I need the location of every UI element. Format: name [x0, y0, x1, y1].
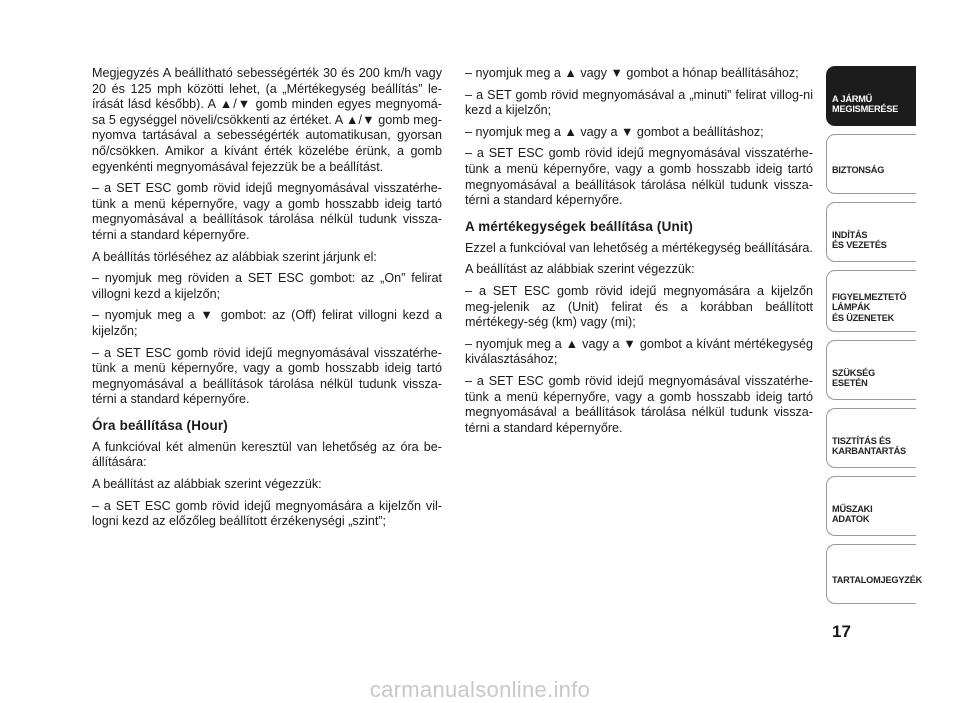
paragraph: – a SET gomb rövid megnyomásával a „minuti” felirat villog-ni kezd a kijelzőn; [465, 87, 813, 118]
tab-label: BIZTONSÁG [832, 164, 885, 175]
tab-label: A JÁRMŰ MEGISMERÉSE [832, 93, 899, 115]
watermark-text: carmanualsonline.info [369, 677, 591, 702]
tab-label: FIGYELMEZTETŐ LÁMPÁK ÉS ÜZENETEK [832, 291, 907, 323]
tab-starting-driving[interactable] [826, 202, 916, 262]
tab-warning-lights[interactable] [826, 270, 916, 332]
tab-label: INDÍTÁS ÉS VEZETÉS [832, 229, 887, 251]
tab-maintenance[interactable] [826, 408, 916, 468]
tab-emergency[interactable] [826, 340, 916, 400]
tab-vehicle-overview[interactable] [826, 66, 916, 126]
tab-technical-data[interactable] [826, 476, 916, 536]
paragraph: – a SET ESC gomb rövid idejű megnyomására a kijelzőn meg-jelenik az (Unit) felirat és a korábban beállított mértékegy-ség (km) vagy (mi); [465, 283, 813, 330]
paragraph: – nyomjuk meg röviden a SET ESC gombot: az „On” felirat villogni kezd a kijelzőn; [92, 271, 442, 301]
tab-label: TISZTÍTÁS ÉS KARBANTARTÁS [832, 435, 906, 457]
tab-label: SZÜKSÉG ESETÉN [832, 367, 876, 389]
paragraph: A beállítás törléséhez az alábbiak szerint járjunk el: [92, 249, 377, 264]
paragraph: A funkcióval két almenün keresztül van lehetőség az óra be-állítására: [92, 439, 442, 470]
paragraph: – nyomjuk meg a ▲ vagy ▼ gombot a hónap beállításához; [465, 66, 799, 80]
paragraph: – a SET ESC gomb rövid idejű megnyomásával visszatérhe-tünk a menü képernyőre, vagy a gomb hosszabb ideig tartó megnyomásával a beállítások tárolása nélkül tudunk vissza-térni a standard képernyőre. [92, 181, 442, 242]
section-heading-hour: Óra beállítása (Hour) [92, 417, 228, 433]
paragraph: Megjegyzés A beállítható sebességérték 30 és 200 km/h vagy 20 és 125 mph közötti lehet, (a „Mértékegység beállítás” le-írását lásd később). A ▲/▼ gomb minden egyes megnyomá-sa 5 egységgel növeli/csökkenti az értéket. A ▲/▼ gomb meg-nyomva tartásával a sebességérték automatikusan, gyorsan nő/csökken. Amikor a kívánt érték közelébe érünk, a gomb egyenkénti megnyomásával fejezzük be a beállítást. [92, 66, 442, 174]
section-heading-unit: A mértékegységek beállítása (Unit) [465, 218, 694, 234]
paragraph: A beállítást az alábbiak szerint végezzük: [92, 477, 322, 492]
paragraph: – nyomjuk meg a ▲ vagy a ▼ gombot a beállításhoz; [465, 124, 764, 139]
paragraph: – a SET ESC gomb rövid idejű megnyomásával visszatérhe-tünk a menü képernyőre, vagy a gomb hosszabb ideig tartó megnyomásával a beállítások tárolása nélkül tudunk vissza-térni a standard képernyőre. [465, 373, 813, 435]
paragraph: Ezzel a funkcióval van lehetőség a mértékegység beállítására. [465, 240, 813, 255]
tab-safety[interactable] [826, 134, 916, 194]
page-number: 17 [832, 622, 851, 641]
paragraph: – a SET ESC gomb rövid idejű megnyomásával visszatérhe-tünk a menü képernyőre, vagy a gomb hosszabb ideig tartó megnyomásával a beállítások tárolása nélkül tudunk vissza-térni a standard képernyőre. [92, 345, 442, 407]
tab-index[interactable] [826, 544, 923, 604]
tab-label: TARTALOMJEGYZÉK [832, 574, 923, 585]
paragraph: – nyomjuk meg a ▼ gombot: az (Off) felirat villogni kezd a kijelzőn; [92, 308, 442, 338]
right-column [465, 66, 813, 442]
paragraph: A beállítást az alábbiak szerint végezzük: [465, 262, 695, 277]
chapter-tabs [826, 66, 923, 612]
left-column [92, 66, 442, 536]
paragraph: – nyomjuk meg a ▲ vagy a ▼ gombot a kívánt mértékegység kiválasztásához; [465, 336, 813, 367]
tab-label: MŰSZAKI ADATOK [832, 503, 873, 525]
paragraph: – a SET ESC gomb rövid idejű megnyomásával visszatérhe-tünk a menü képernyőre, vagy a gomb hosszabb ideig tartó megnyomásával a beállítások tárolása nélkül tudunk vissza-térni a standard képernyőre. [465, 146, 813, 208]
paragraph: – a SET ESC gomb rövid idejű megnyomására a kijelzőn vil-logni kezd az előzőleg beállított érzékenységi „szint”; [92, 498, 442, 529]
